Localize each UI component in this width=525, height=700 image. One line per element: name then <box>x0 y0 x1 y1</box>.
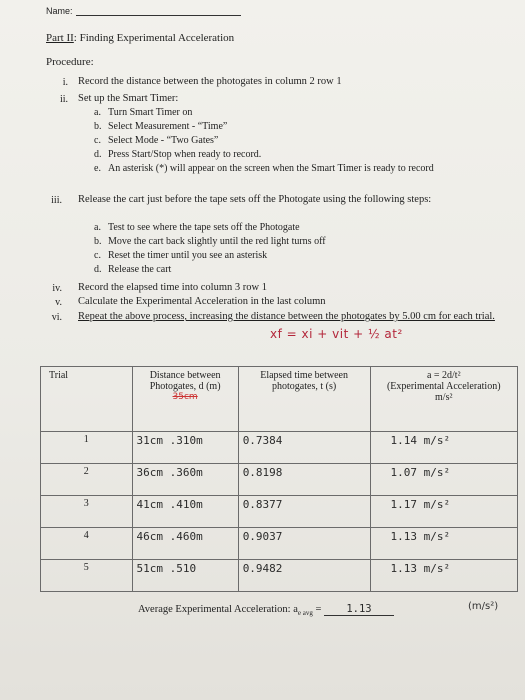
step-text: Record the distance between the photogates in column 2 row 1 <box>78 76 342 87</box>
step-text: Record the elapsed time into column 3 row 1 <box>78 282 267 293</box>
cell-trial: 5 <box>41 560 133 592</box>
procedure-label: Procedure: <box>46 56 94 68</box>
substep: d. Press Start/Stop when ready to record. <box>94 149 262 160</box>
substep: b. Move the cart back slightly until the red light turns off <box>94 236 326 247</box>
step-number: vi. <box>51 312 62 323</box>
part-title-rest: : Finding Experimental Acceleration <box>73 32 235 44</box>
cell-time: 0.7384 <box>238 432 370 464</box>
cell-time: 0.8198 <box>238 464 370 496</box>
substep: c. Reset the timer until you see an asterisk <box>94 250 268 261</box>
step-text: Release the cart just before the tape sets off the Photogate using the following steps: <box>78 194 432 205</box>
part-title-prefix: Part II <box>46 32 74 44</box>
substep: a. Turn Smart Timer on <box>94 107 193 118</box>
cell-distance: 46cm .460m <box>132 528 238 560</box>
substep: e. An asterisk (*) will appear on the screen when the Smart Timer is ready to record <box>94 163 434 174</box>
step-text: Set up the Smart Timer: <box>78 93 179 104</box>
cell-acceleration: 1.13 m/s² <box>370 560 517 592</box>
data-table <box>40 366 518 592</box>
substep: a. Test to see where the tape sets off the Photogate <box>94 222 300 233</box>
scribbled-note: 35cm <box>172 392 198 402</box>
substep: c. Select Mode - “Two Gates” <box>94 135 219 146</box>
cell-distance: 31cm .310m <box>132 432 238 464</box>
cell-acceleration: 1.07 m/s² <box>370 464 517 496</box>
step-number: iii. <box>51 195 62 206</box>
header-trial: Trial <box>41 367 133 432</box>
cell-trial: 4 <box>41 528 133 560</box>
header-distance: Distance between Photogates, d (m) 35cm <box>132 367 238 432</box>
average-value: 1.13 <box>324 603 394 616</box>
step-text: Repeat the above process, increasing the distance between the photogates by 5.00 cm for each trial. <box>78 311 495 322</box>
table-row <box>41 496 518 528</box>
table-row <box>41 464 518 496</box>
cell-acceleration: 1.17 m/s² <box>370 496 517 528</box>
name-label: Name: <box>46 6 73 16</box>
step-number: ii. <box>59 94 68 105</box>
header-time: Elapsed time between photogates, t (s) <box>238 367 370 432</box>
cell-distance: 51cm .510 <box>132 560 238 592</box>
handwritten-formula: xf = xi + vit + ½ at² <box>270 327 403 341</box>
table-row <box>41 528 518 560</box>
header-acceleration: a = 2d/t² (Experimental Acceleration) m/s² <box>370 367 517 432</box>
step-number: iv. <box>52 283 62 294</box>
name-blank-line <box>76 15 241 16</box>
table-header-row <box>41 367 518 432</box>
average-units: (m/s²) <box>468 601 499 612</box>
average-label: Average Experimental Acceleration: a <box>138 604 298 615</box>
cell-trial: 2 <box>41 464 133 496</box>
step-number: i. <box>62 77 68 88</box>
step-text: Calculate the Experimental Acceleration in the last column <box>78 296 326 307</box>
cell-acceleration: 1.13 m/s² <box>370 528 517 560</box>
cell-trial: 3 <box>41 496 133 528</box>
part-title <box>46 32 234 44</box>
cell-trial: 1 <box>41 432 133 464</box>
cell-time: 0.9482 <box>238 560 370 592</box>
cell-time: 0.9037 <box>238 528 370 560</box>
cell-distance: 36cm .360m <box>132 464 238 496</box>
substep: b. Select Measurement - “Time” <box>94 121 228 132</box>
cell-distance: 41cm .410m <box>132 496 238 528</box>
average-subscript: e avg <box>297 609 313 618</box>
cell-acceleration: 1.14 m/s² <box>370 432 517 464</box>
table-row <box>41 560 518 592</box>
table-row <box>41 432 518 464</box>
cell-time: 0.8377 <box>238 496 370 528</box>
step-number: v. <box>55 297 62 308</box>
substep: d. Release the cart <box>94 264 172 275</box>
average-acceleration-row: Average Experimental Acceleration: $a_{e avg} = 1.13$ <box>138 603 394 617</box>
